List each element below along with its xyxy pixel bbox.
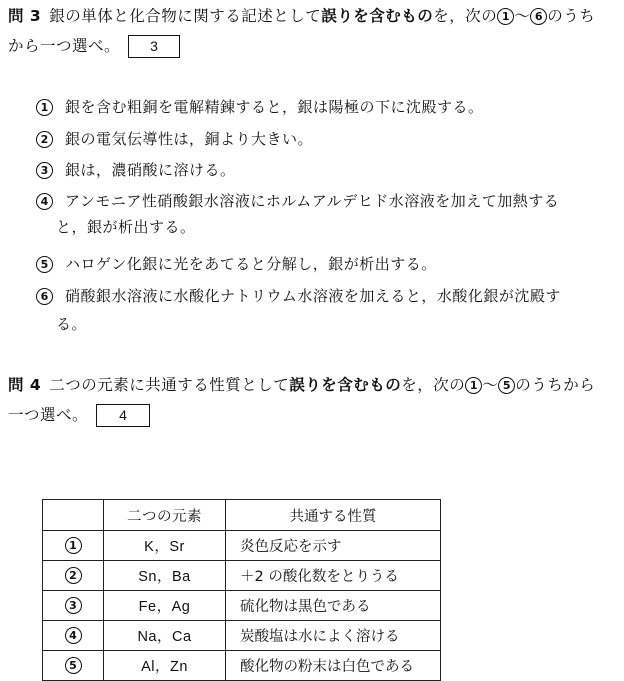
choice-text-cont: と，銀が析出する。 xyxy=(56,218,196,236)
q4-range-from: 1 xyxy=(465,377,482,394)
q3-choice-4[interactable] xyxy=(36,190,596,238)
q3-emphasis: 誤りを含むもの xyxy=(321,7,434,25)
q3-choice-1[interactable] xyxy=(36,96,596,118)
row-number-cell xyxy=(43,561,104,591)
table-header-row xyxy=(43,500,441,531)
q4-range-to: 5 xyxy=(498,377,515,394)
question-4 xyxy=(8,374,608,427)
q4-text-line2: 一つ選べ。 xyxy=(8,406,89,424)
choice-text: ハロゲン化銀に光をあてると分解し，銀が析出する。 xyxy=(65,255,437,273)
row-number: 2 xyxy=(65,567,82,584)
row-property-cell xyxy=(226,531,441,561)
row-number: 3 xyxy=(65,597,82,614)
choice-number: 6 xyxy=(36,288,53,305)
q3-range-to: 6 xyxy=(530,8,547,25)
q4-text: 二つの元素に共通する性質として xyxy=(49,376,290,394)
row-elements: Sn，Ba xyxy=(104,561,226,591)
q4-table xyxy=(42,499,441,681)
row-number: 5 xyxy=(65,657,82,674)
choice-text: 銀を含む粗銅を電解精錬すると，銀は陽極の下に沈殿する。 xyxy=(65,98,484,116)
row-number-cell xyxy=(43,591,104,621)
q4-answer-box[interactable]: 4 xyxy=(96,404,150,427)
row-property: ＋2 の酸化数をとりうる xyxy=(240,569,399,585)
choice-text: 銀は，濃硝酸に溶ける。 xyxy=(65,161,236,179)
choice-number: 1 xyxy=(36,99,53,116)
choice-number: 3 xyxy=(36,162,53,179)
row-property-cell xyxy=(226,591,441,621)
q4-label: 問 4 xyxy=(8,376,42,394)
q3-answer-box[interactable]: 3 xyxy=(128,35,180,58)
choice-text: 銀の電気伝導性は，銅より大きい。 xyxy=(65,130,314,148)
choice-number: 5 xyxy=(36,256,53,273)
row-property-cell xyxy=(226,561,441,591)
row-property-cell xyxy=(226,621,441,651)
table-row[interactable] xyxy=(43,531,441,561)
q4-text-post: を，次の xyxy=(401,376,466,394)
row-property: 炎色反応を示す xyxy=(240,539,342,555)
choice-text: アンモニア性硝酸銀水溶液にホルムアルデヒド水溶液を加えて加熱する xyxy=(65,192,560,210)
q4-line-2 xyxy=(8,404,608,427)
table-row[interactable] xyxy=(43,621,441,651)
row-elements: Al，Zn xyxy=(104,651,226,681)
q4-tilde: ～ xyxy=(482,376,499,394)
table-row[interactable] xyxy=(43,651,441,681)
q3-text-line2: から一つ選べ。 xyxy=(8,37,121,55)
q3-text-post: を，次の xyxy=(433,7,498,25)
q3-choice-6[interactable] xyxy=(36,285,596,335)
q3-choice-2[interactable] xyxy=(36,128,596,150)
q4-emphasis: 誤りを含むもの xyxy=(289,376,402,394)
choice-text-cont: る。 xyxy=(56,315,88,333)
row-number-cell xyxy=(43,531,104,561)
q3-tilde: ～ xyxy=(514,7,531,25)
table-row[interactable] xyxy=(43,591,441,621)
header-property: 共通する性質 xyxy=(226,500,441,531)
row-elements: Na，Ca xyxy=(104,621,226,651)
q4-text-end: のうちから xyxy=(515,376,596,394)
row-property: 硫化物は黒色である xyxy=(240,599,371,615)
q3-label: 問 3 xyxy=(8,7,42,25)
row-number-cell xyxy=(43,651,104,681)
q3-text: 銀の単体と化合物に関する記述として xyxy=(49,7,322,25)
row-number: 1 xyxy=(65,537,82,554)
table-row[interactable] xyxy=(43,561,441,591)
row-property-cell xyxy=(226,651,441,681)
choice-number: 4 xyxy=(36,193,53,210)
q3-line-2 xyxy=(8,35,608,58)
q4-line-1 xyxy=(8,374,608,396)
choice-text: 硝酸銀水溶液に水酸化ナトリウム水溶液を加えると，水酸化銀が沈殿す xyxy=(65,287,561,305)
header-elements: 二つの元素 xyxy=(104,500,226,531)
row-elements: K，Sr xyxy=(104,531,226,561)
question-3 xyxy=(8,5,608,58)
choice-number: 2 xyxy=(36,131,53,148)
q3-choice-5[interactable] xyxy=(36,253,596,275)
row-property: 酸化物の粉末は白色である xyxy=(240,659,414,675)
row-number-cell xyxy=(43,621,104,651)
row-property: 炭酸塩は水によく溶ける xyxy=(240,629,400,645)
q3-choice-3[interactable] xyxy=(36,159,596,181)
row-number: 4 xyxy=(65,627,82,644)
q3-range-from: 1 xyxy=(497,8,514,25)
q3-line-1 xyxy=(8,5,608,27)
q3-text-end: のうち xyxy=(547,7,596,25)
header-number xyxy=(43,500,104,531)
row-elements: Fe，Ag xyxy=(104,591,226,621)
